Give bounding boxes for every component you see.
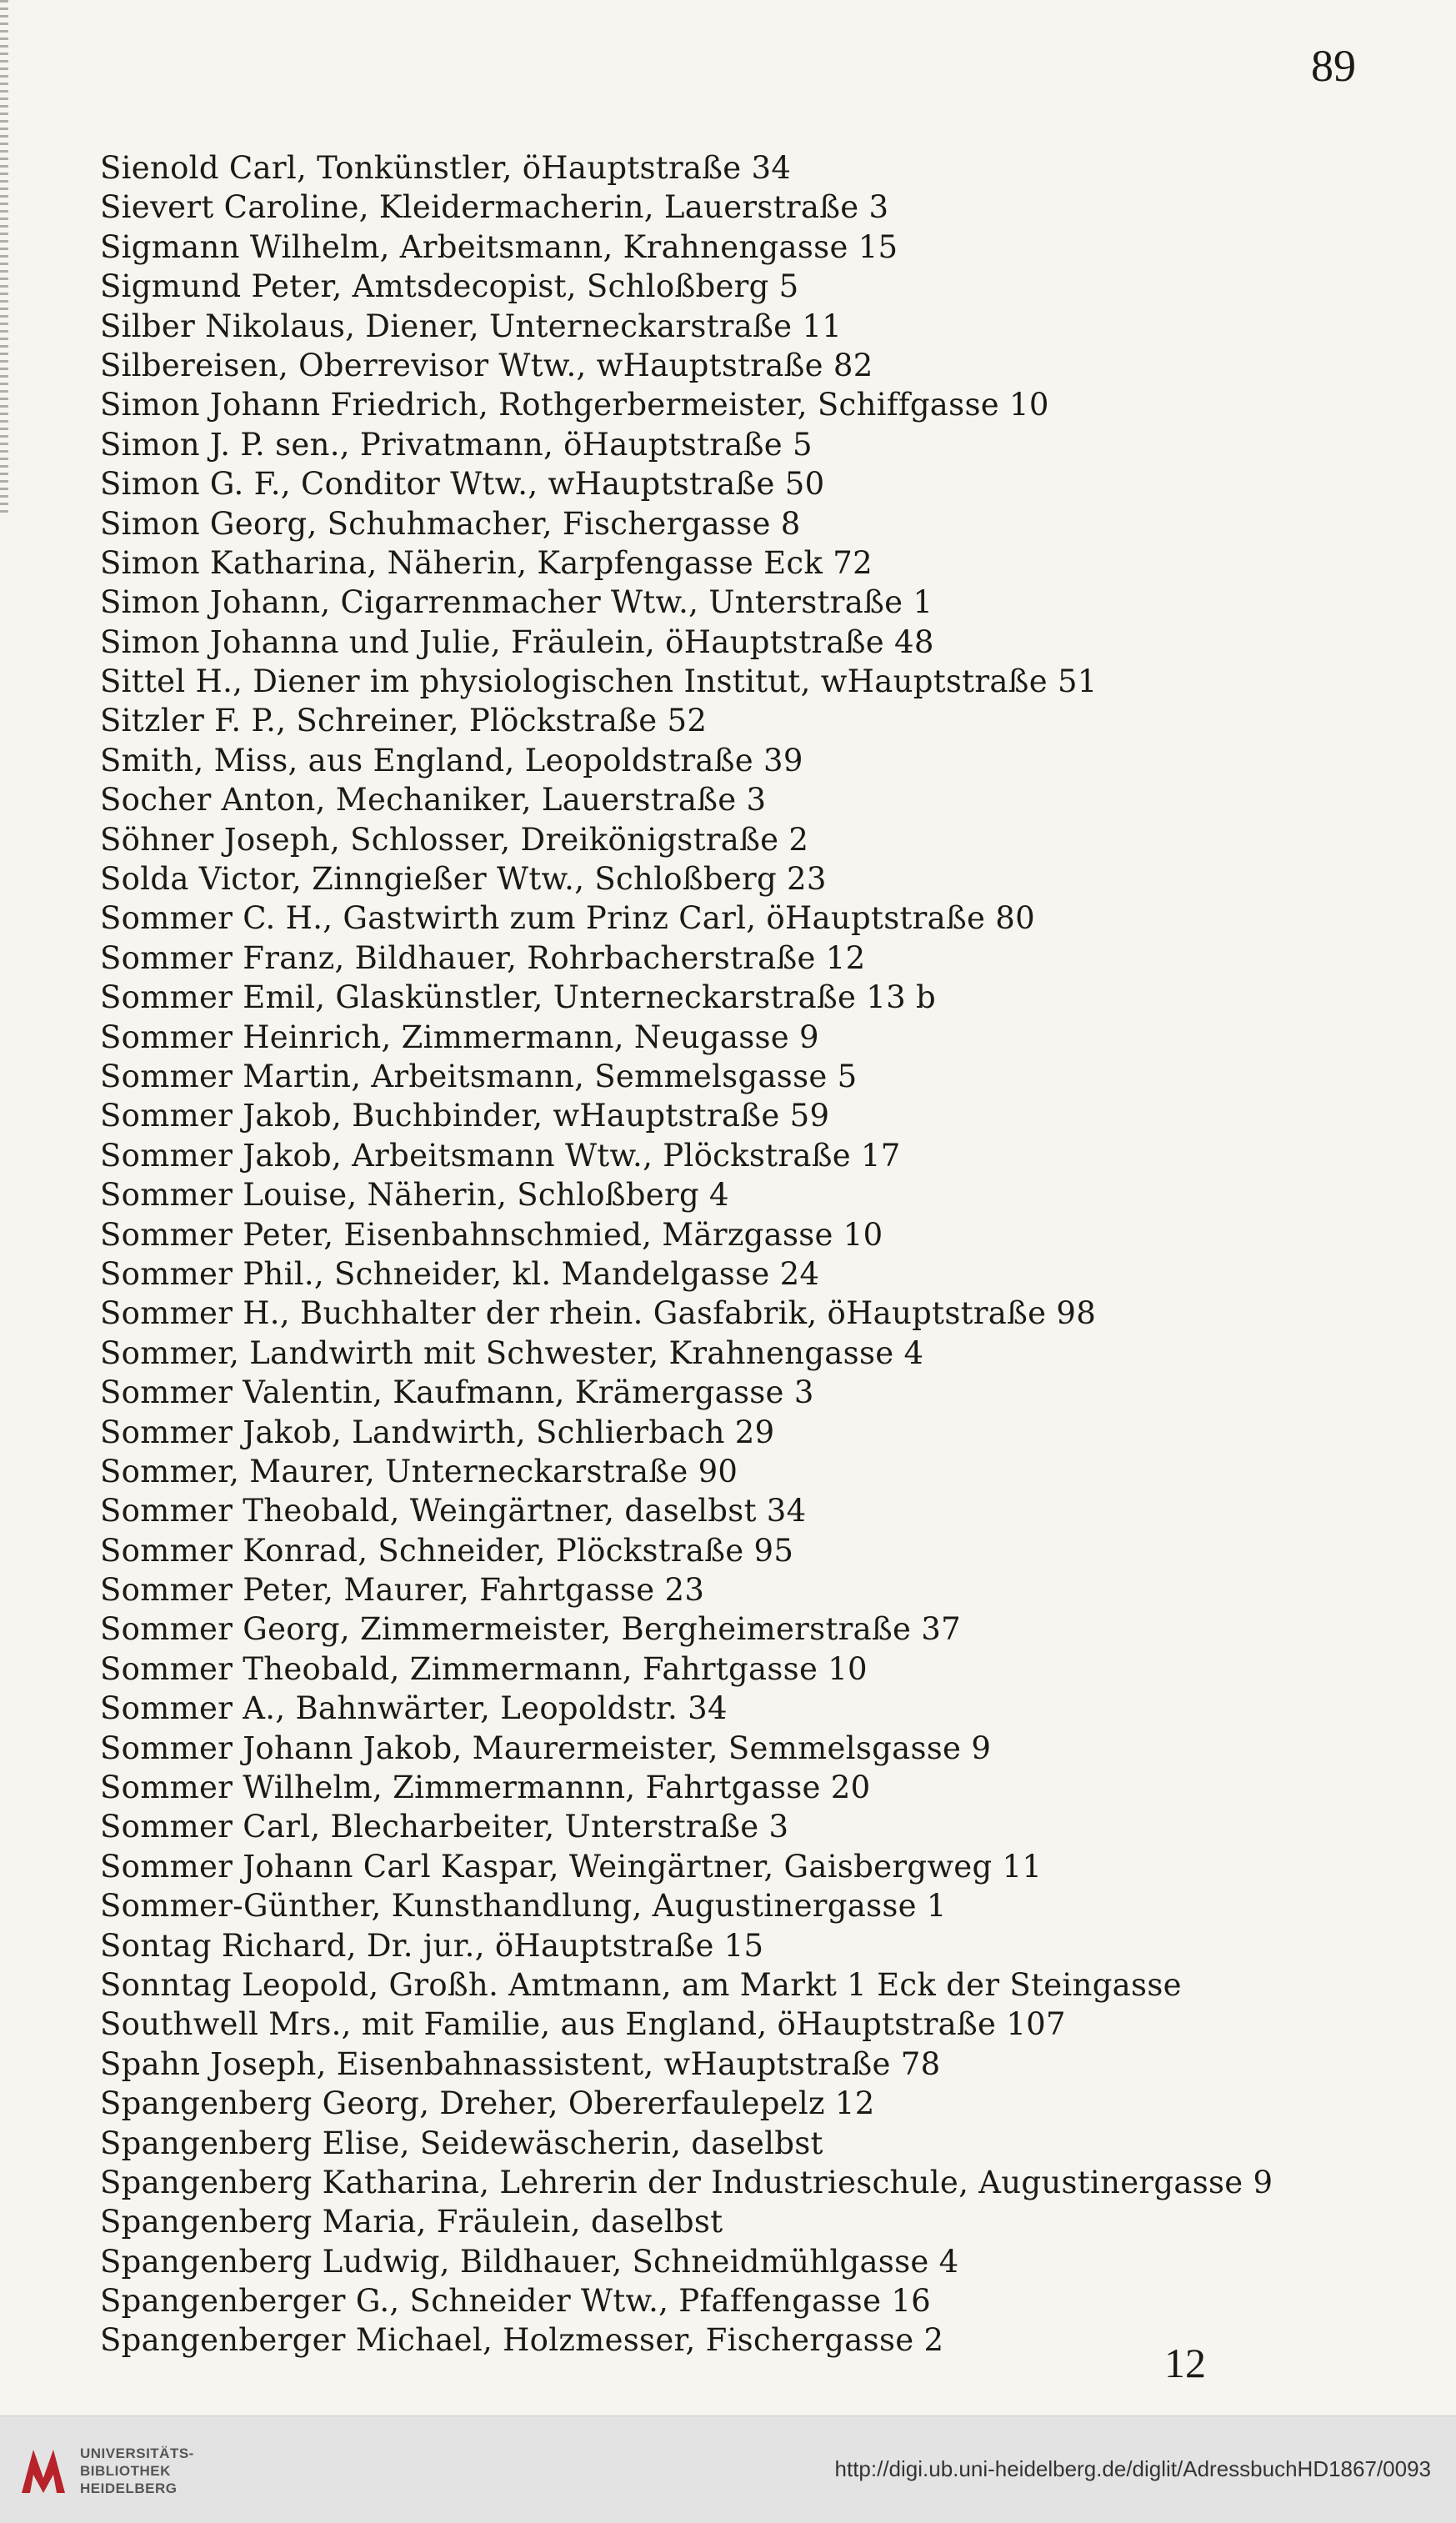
directory-entry: Spangenberg Ludwig, Bildhauer, Schneidmühlgasse 4 [100,2243,959,2280]
university-library-logo-icon [15,2441,73,2500]
directory-entry: Spangenberg Maria, Fräulein, daselbst [100,2204,723,2240]
directory-entry: Southwell Mrs., mit Familie, aus England, öHauptstraße 107 [100,2006,1066,2043]
directory-entry: Sommer Jakob, Buchbinder, wHauptstraße 59 [100,1098,830,1134]
directory-entry: Sommer Georg, Zimmermeister, Bergheimerstraße 37 [100,1611,961,1648]
digitization-footer [0,2415,1456,2523]
directory-entry: Simon G. F., Conditor Wtw., wHauptstraße 50 [100,466,825,503]
directory-entry: Sommer, Maurer, Unterneckarstraße 90 [100,1453,738,1489]
directory-entry: Spangenberg Katharina, Lehrerin der Industrieschule, Augustinergasse 9 [100,2164,1273,2200]
directory-entry: Sommer Theobald, Zimmermann, Fahrtgasse 10 [100,1650,868,1687]
directory-entry: Sommer Phil., Schneider, kl. Mandelgasse 24 [100,1255,820,1292]
directory-entry: Sommer Jakob, Landwirth, Schlierbach 29 [100,1414,775,1450]
directory-entry: Sigmann Wilhelm, Arbeitsmann, Krahnengasse 15 [100,228,898,265]
library-name [80,2445,194,2497]
directory-entry: Sommer Emil, Glaskünstler, Unterneckarstraße 13 b [100,979,936,1016]
directory-entry: Silber Nikolaus, Diener, Unterneckarstraße 11 [100,308,843,344]
directory-entry: Sitzler F. P., Schreiner, Plöckstraße 52 [100,703,708,739]
directory-entry: Socher Anton, Mechaniker, Lauerstraße 3 [100,782,767,818]
directory-entry: Sievert Caroline, Kleidermacherin, Lauerstraße 3 [100,189,889,226]
directory-entry: Sommer Valentin, Kaufmann, Krämergasse 3 [100,1374,814,1411]
library-name-line-1: UNIVERSITÄTS- [80,2445,194,2461]
directory-entry: Sontag Richard, Dr. jur., öHauptstraße 15 [100,1927,764,1964]
directory-entry: Sommer Wilhelm, Zimmermannn, Fahrtgasse 20 [100,1770,871,1806]
directory-entry: Sittel H., Diener im physiologischen Institut, wHauptstraße 51 [100,663,1098,700]
directory-entry: Spangenberger G., Schneider Wtw., Pfaffengasse 16 [100,2283,932,2320]
directory-entry: Sonntag Leopold, Großh. Amtmann, am Markt 1 Eck der Steingasse [100,1966,1182,2003]
directory-entry: Sommer Carl, Blecharbeiter, Unterstraße 3 [100,1809,789,1845]
directory-entry: Söhner Joseph, Schlosser, Dreikönigstraße 2 [100,821,809,858]
page-number: 89 [1311,41,1356,91]
directory-entry: Sommer, Landwirth mit Schwester, Krahnengasse 4 [100,1334,924,1371]
directory-entry: Sommer Johann Carl Kaspar, Weingärtner, Gaisbergweg 11 [100,1848,1043,1885]
directory-entry: Silbereisen, Oberrevisor Wtw., wHauptstraße 82 [100,347,873,383]
library-name-line-2: BIBLIOTHEK [80,2463,171,2479]
page-edge-scan-artifact [0,0,8,517]
directory-entry: Smith, Miss, aus England, Leopoldstraße 39 [100,742,803,778]
directory-entry: Sigmund Peter, Amtsdecopist, Schloßberg 5 [100,268,799,305]
directory-entry: Sommer Peter, Maurer, Fahrtgasse 23 [100,1572,705,1609]
directory-entry: Sommer-Günther, Kunsthandlung, Augustinergasse 1 [100,1888,947,1925]
directory-entry: Sommer C. H., Gastwirth zum Prinz Carl, öHauptstraße 80 [100,900,1035,937]
directory-entry: Spangenberg Elise, Seidewäscherin, daselbst [100,2125,823,2161]
directory-entry: Simon Johann Friedrich, Rothgerbermeister, Schiffgasse 10 [100,387,1049,423]
directory-entry: Spangenberger Michael, Holzmesser, Fischergasse 2 [100,2322,944,2359]
printer-signature-mark: 12 [1164,2340,1206,2386]
directory-entry: Solda Victor, Zinngießer Wtw., Schloßberg 23 [100,861,827,898]
directory-entry: Sommer Johann Jakob, Maurermeister, Semmelsgasse 9 [100,1730,992,1766]
directory-entry: Simon Johanna und Julie, Fräulein, öHauptstraße 48 [100,623,934,660]
directory-entry: Sommer Jakob, Arbeitsmann Wtw., Plöckstraße 17 [100,1137,901,1174]
directory-entry: Simon Katharina, Näherin, Karpfengasse Eck 72 [100,544,873,581]
directory-entry: Simon Johann, Cigarrenmacher Wtw., Unterstraße 1 [100,584,933,621]
directory-entry: Sommer Martin, Arbeitsmann, Semmelsgasse 5 [100,1058,858,1094]
source-url-link[interactable]: http://digi.ub.uni-heidelberg.de/diglit/AdressbuchHD1867/0093 [834,2456,1431,2481]
directory-entry: Spahn Joseph, Eisenbahnassistent, wHauptstraße 78 [100,2045,941,2082]
directory-entry: Sienold Carl, Tonkünstler, öHauptstraße 34 [100,150,792,186]
directory-entry: Sommer Theobald, Weingärtner, daselbst 34 [100,1493,807,1529]
directory-entry: Sommer H., Buchhalter der rhein. Gasfabrik, öHauptstraße 98 [100,1295,1097,1332]
directory-entry: Sommer Konrad, Schneider, Plöckstraße 95 [100,1532,794,1569]
directory-entry: Sommer Heinrich, Zimmermann, Neugasse 9 [100,1019,819,1055]
directory-entry: Simon Georg, Schuhmacher, Fischergasse 8 [100,505,801,542]
directory-entry: Simon J. P. sen., Privatmann, öHauptstraße 5 [100,426,813,463]
directory-entry: Spangenberg Georg, Dreher, Obererfaulepelz 12 [100,2085,875,2122]
directory-entry: Sommer Louise, Näherin, Schloßberg 4 [100,1177,729,1214]
directory-entry: Sommer Peter, Eisenbahnschmied, Märzgasse 10 [100,1216,883,1253]
directory-entry-list [100,148,1367,2360]
library-name-line-3: HEIDELBERG [80,2480,178,2496]
directory-entry: Sommer A., Bahnwärter, Leopoldstr. 34 [100,1690,728,1727]
directory-entry: Sommer Franz, Bildhauer, Rohrbacherstraße 12 [100,939,866,976]
